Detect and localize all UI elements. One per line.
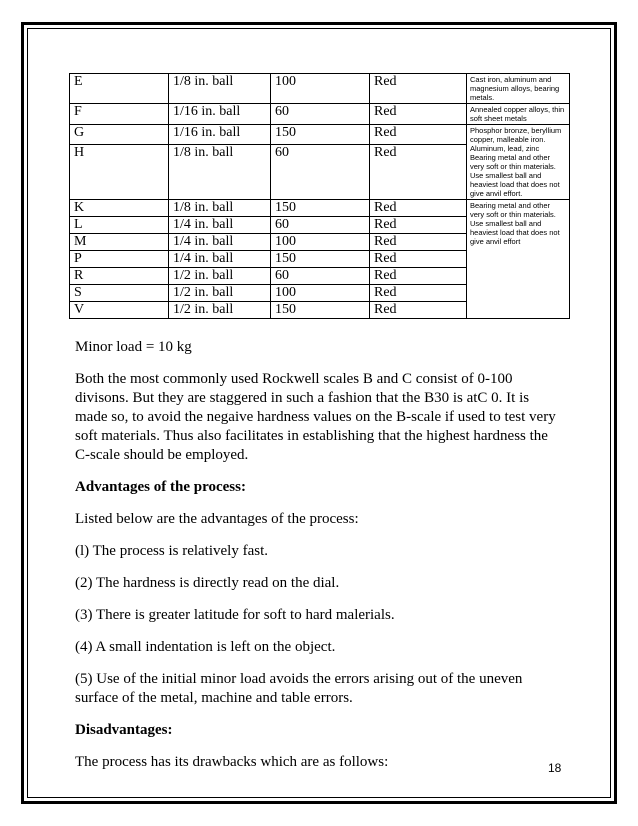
dial-cell: Red	[370, 251, 467, 268]
indenter-cell: 1/2 in. ball	[169, 285, 271, 302]
table-row	[70, 200, 570, 217]
dial-cell: Red	[370, 217, 467, 234]
advantages-heading: Advantages of the process:	[75, 479, 246, 495]
advantage-item: (2) The hardness is directly read on the dial.	[75, 575, 340, 591]
scale-cell: S	[70, 285, 169, 302]
major-load-cell: 150	[271, 125, 370, 145]
indenter-cell: 1/4 in. ball	[169, 217, 271, 234]
major-load-cell: 150	[271, 251, 370, 268]
advantages-intro: Listed below are the advantages of the process:	[75, 511, 359, 527]
dial-cell: Red	[370, 268, 467, 285]
indenter-cell: 1/4 in. ball	[169, 234, 271, 251]
indenter-cell: 1/8 in. ball	[169, 74, 271, 104]
application-note-cell: Phosphor bronze, beryllium copper, malleable iron. Aluminum, lead, zinc Bearing metal and other very soft or thin materials. Use smallest ball and heaviest load that does not give anvil effort.	[467, 125, 570, 200]
major-load-cell: 60	[271, 268, 370, 285]
scale-cell: E	[70, 74, 169, 104]
scale-cell: G	[70, 125, 169, 145]
dial-cell: Red	[370, 104, 467, 125]
scale-cell: F	[70, 104, 169, 125]
major-load-cell: 150	[271, 302, 370, 319]
indenter-cell: 1/16 in. ball	[169, 104, 271, 125]
major-load-cell: 100	[271, 74, 370, 104]
major-load-cell: 60	[271, 144, 370, 199]
scale-cell: V	[70, 302, 169, 319]
scale-cell: L	[70, 217, 169, 234]
scale-cell: R	[70, 268, 169, 285]
scale-cell: K	[70, 200, 169, 217]
dial-cell: Red	[370, 234, 467, 251]
indenter-cell: 1/16 in. ball	[169, 125, 271, 145]
application-note-cell: Cast iron, aluminum and magnesium alloys, bearing metals.	[467, 74, 570, 104]
indenter-cell: 1/8 in. ball	[169, 144, 271, 199]
table-row	[70, 74, 570, 104]
disadvantages-heading: Disadvantages:	[75, 722, 173, 738]
indenter-cell: 1/2 in. ball	[169, 302, 271, 319]
rockwell-scales-table	[69, 73, 570, 319]
application-note-cell: Bearing metal and other very soft or thin materials. Use smallest ball and heaviest load that does not give anvil effort	[467, 200, 570, 319]
major-load-cell: 100	[271, 234, 370, 251]
advantage-item: (5) Use of the initial minor load avoids the errors arising out of the uneven surface of the metal, machine and table errors.	[75, 671, 523, 706]
dial-cell: Red	[370, 74, 467, 104]
application-note-cell: Annealed copper alloys, thin soft sheet metals	[467, 104, 570, 125]
indenter-cell: 1/4 in. ball	[169, 251, 271, 268]
scale-cell: P	[70, 251, 169, 268]
rockwell-scales-paragraph: Both the most commonly used Rockwell scales B and C consist of 0-100 divisons. But they are staggered in such a fashion that the B30 is atC 0. It is made so, to avoid the negaive hardness values on the B-scale if used to test very soft materials. Thus also facilitates in establishing that the highest hardness the C-scale should be employed.	[75, 371, 556, 463]
major-load-cell: 100	[271, 285, 370, 302]
indenter-cell: 1/2 in. ball	[169, 268, 271, 285]
table-row	[70, 104, 570, 125]
major-load-cell: 60	[271, 104, 370, 125]
table-row	[70, 125, 570, 145]
minor-load-text: Minor load = 10 kg	[75, 339, 192, 355]
dial-cell: Red	[370, 125, 467, 145]
dial-cell: Red	[370, 200, 467, 217]
advantage-item: (3) There is greater latitude for soft to hard malerials.	[75, 607, 395, 623]
major-load-cell: 150	[271, 200, 370, 217]
body-text	[75, 338, 565, 785]
major-load-cell: 60	[271, 217, 370, 234]
scale-cell: H	[70, 144, 169, 199]
dial-cell: Red	[370, 144, 467, 199]
dial-cell: Red	[370, 302, 467, 319]
advantage-item: (4) A small indentation is left on the object.	[75, 639, 336, 655]
disadvantages-intro: The process has its drawbacks which are as follows:	[75, 754, 389, 770]
dial-cell: Red	[370, 285, 467, 302]
advantage-item: (l) The process is relatively fast.	[75, 543, 268, 559]
indenter-cell: 1/8 in. ball	[169, 200, 271, 217]
page-number: 18	[548, 761, 562, 775]
scale-cell: M	[70, 234, 169, 251]
